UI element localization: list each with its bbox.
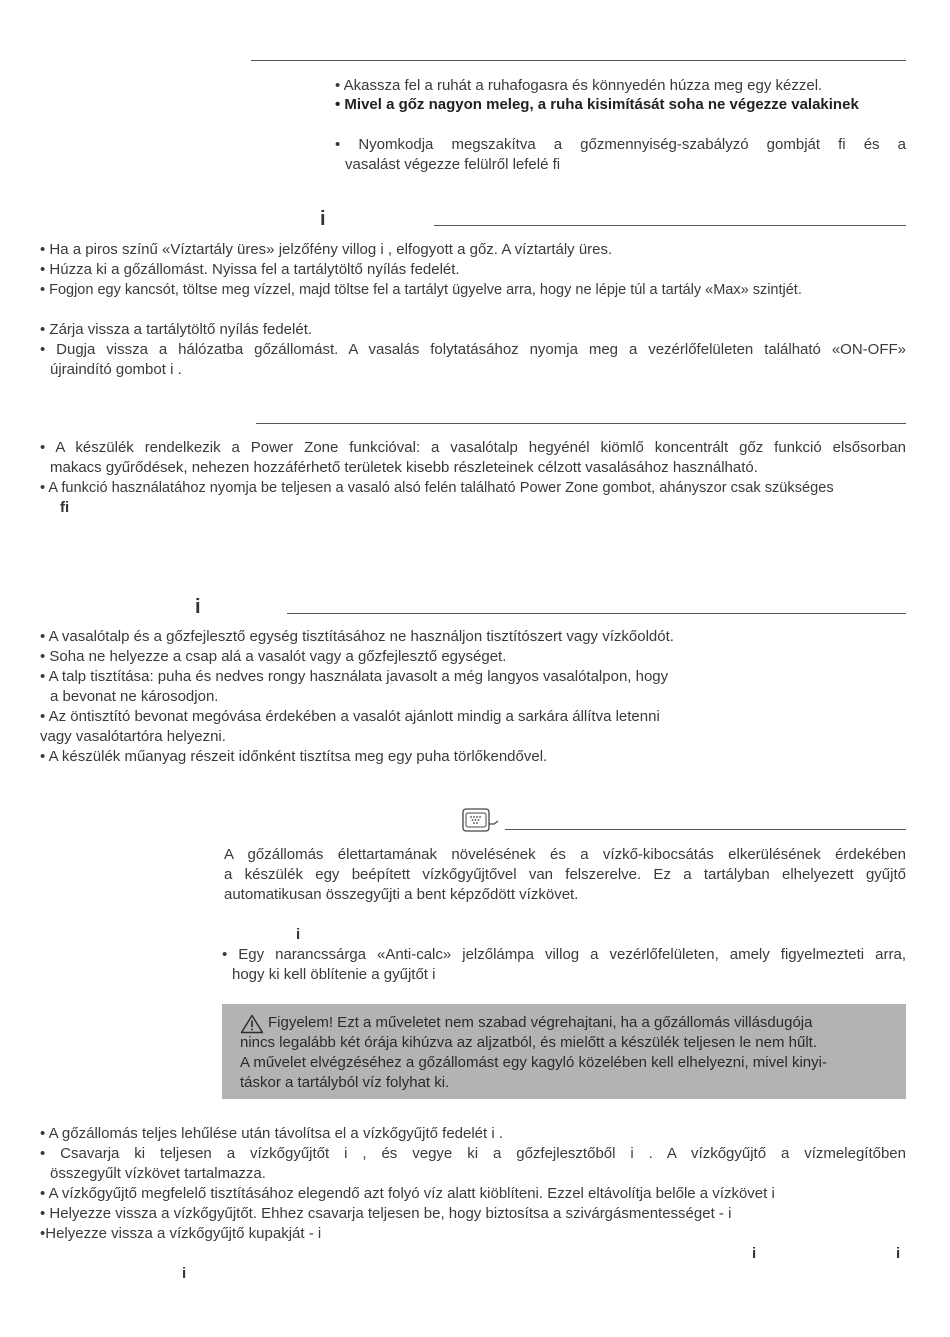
section6-bullet-2-line-2: összegyűlt vízkövet tartalmazza.	[50, 1165, 266, 1182]
section2-bullet-1: • Ha a piros színű «Víztartály üres» jelzőfény villog i , elfogyott a gőz. A víztartály üres.	[40, 241, 613, 258]
warning-icon	[240, 1014, 264, 1034]
section2-bullet-2: • Húzza ki a gőzállomást. Nyissa fel a tartálytöltő nyílás fedelét.	[40, 261, 460, 278]
section4-bullet-4-line-2: vagy vasalótartóra helyezni.	[40, 728, 226, 745]
warning-box	[222, 1004, 906, 1099]
section6-bullet-3: • A vízkőgyűjtő megfelelő tisztításához elegendő azt folyó víz alatt kiöblíteni. Ezzel eltávolítja belőle a vízkövet i	[40, 1185, 775, 1202]
section2-bullet-4: • Zárja vissza a tartálytöltő nyílás fedelét.	[40, 321, 313, 338]
section6-glyph-b: i	[896, 1245, 901, 1262]
section1-bullet-2: • Mivel a gőz nagyon meleg, a ruha kisimítását soha ne végezze valakinek	[335, 96, 859, 113]
section6-glyph-a: i	[752, 1245, 757, 1262]
section5-bullet-line-1: • Egy narancssárga «Anti-calc» jelzőlámpa villog a vezérlőfelületen, amely figyelmezteti arra,	[222, 946, 906, 963]
section3-bullet-2: • A funkció használatához nyomja be teljesen a vasaló alsó felén található Power Zone gombot, ahányszor csak szükséges	[40, 480, 834, 496]
section1-bullet-1: • Akassza fel a ruhát a ruhafogasra és könnyedén húzza meg egy kézzel.	[335, 77, 823, 94]
section4-bullet-3-line-1: • A talp tisztítása: puha és nedves rongy használata javasolt a még langyos vasalótalpon, hogy	[40, 668, 669, 685]
section4-bullet-3-line-2: a bevonat ne károsodjon.	[50, 688, 219, 705]
section3-glyph: fi	[60, 499, 70, 516]
section4-bullet-5: • A készülék műanyag részeit időnként tisztítsa meg egy puha törlőkendővel.	[40, 748, 548, 765]
section5-para-line-2: a készülék egy beépített vízkőgyűjtővel van felszerelve. Ez a tartályban elhelyezett gyűjtő	[224, 866, 906, 883]
warning-line-1: Figyelem! Ezt a műveletet nem szabad végrehajtani, ha a gőzállomás villásdugója	[268, 1014, 813, 1031]
section5-para-line-3: automatikusan összegyűjti a bent képződött vízkövet.	[224, 886, 579, 903]
section3-bullet-1-line-1: • A készülék rendelkezik a Power Zone funkcióval: a vasalótalp hegyénél kiömlő koncentrált gőz funkció elsősorban	[40, 439, 906, 456]
section2-heading-glyph: i	[320, 208, 326, 230]
section-rule-5	[505, 829, 906, 830]
section-rule-4	[287, 613, 906, 614]
section2-bullet-5-line-2: újraindító gombot i .	[50, 361, 182, 378]
section6-bullet-4: • Helyezze vissza a vízkőgyűjtőt. Ehhez csavarja teljesen be, hogy biztosítsa a szivárgásmentességet - i	[40, 1205, 732, 1222]
section1-bullet-3-line-2: vasalást végezze felülről lefelé fi	[345, 156, 561, 173]
warning-line-2: nincs legalább két órája kihúzva az aljzatból, és mielőtt a készülék teljesen le nem hűlt.	[240, 1034, 817, 1051]
section5-bullet-line-2: hogy ki kell öblítenie a gyűjtőt i	[232, 966, 436, 983]
section4-heading-glyph: i	[195, 596, 201, 618]
warning-line-4: táskor a tartályból víz folyhat ki.	[240, 1074, 450, 1091]
section-rule-3	[256, 423, 906, 424]
section-rule-2	[434, 225, 906, 226]
section3-bullet-1-line-2: makacs gyűrődések, nehezen hozzáférhető területek kisebb részleteinek célzott vasalásához használható.	[50, 459, 758, 476]
warning-line-3: A művelet elvégzéséhez a gőzállomást egy kagyló közelében kell elhelyezni, mivel kinyi-	[240, 1054, 827, 1071]
section6-glyph-c: i	[182, 1265, 187, 1282]
section1-bullet-3-line-1: • Nyomkodja megszakítva a gőzmennyiség-szabályzó gombját fi és a	[335, 136, 906, 153]
section-rule-1	[251, 60, 906, 61]
section6-bullet-1: • A gőzállomás teljes lehűlése után távolítsa el a vízkőgyűjtő fedelét i .	[40, 1125, 504, 1142]
section6-bullet-5: •Helyezze vissza a vízkőgyűjtő kupakját - i	[40, 1225, 322, 1242]
section4-bullet-1: • A vasalótalp és a gőzfejlesztő egység tisztításához ne használjon tisztítószert vagy vízkőoldót.	[40, 628, 674, 645]
section4-bullet-2: • Soha ne helyezze a csap alá a vasalót vagy a gőzfejlesztő egységet.	[40, 648, 507, 665]
section5-para-line-1: A gőzállomás élettartamának növelésének és a vízkő-kibocsátás elkerülésének érdekében	[224, 846, 906, 863]
section6-bullet-2-line-1: • Csavarja ki teljesen a vízkőgyűjtőt i , és vegye ki a gőzfejlesztőből i . A vízkőgyűjtő a vízmelegítőben	[40, 1145, 906, 1162]
section4-bullet-4-line-1: • Az öntisztító bevonat megóvása érdekében a vasalót ajánlott mindig a sarkára állítva letenni	[40, 708, 660, 725]
descaling-icon	[462, 808, 500, 834]
section2-bullet-5-line-1: • Dugja vissza a hálózatba gőzállomást. A vasalás folytatásához nyomja meg a vezérlőfelületen található «ON-OFF»	[40, 341, 906, 358]
section2-bullet-3: • Fogjon egy kancsót, töltse meg vízzel, majd töltse fel a tartályt ügyelve arra, hogy ne lépje túl a tartály «Max» szintjét.	[40, 282, 802, 298]
section5-glyph: i	[296, 926, 301, 943]
